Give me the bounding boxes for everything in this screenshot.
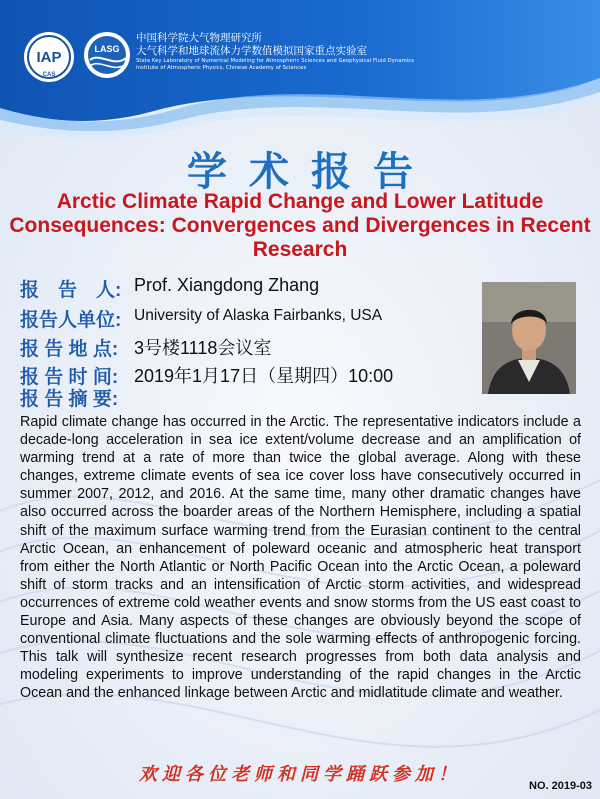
- report-number: NO. 2019-03: [529, 780, 592, 792]
- speaker-label: 报 告 人:: [20, 280, 122, 301]
- lasg-logo-text: LASG: [94, 44, 120, 54]
- affiliation-value: University of Alaska Fairbanks, USA: [134, 307, 383, 324]
- org-name-en-2: Institute of Atmospheric Physics, Chinese Academy of Sciences: [136, 65, 307, 71]
- speaker-value: Prof. Xiangdong Zhang: [134, 275, 320, 295]
- talk-title: Arctic Climate Rapid Change and Lower Latitude Consequences: Convergences and Divergences in Recent Research: [9, 190, 591, 261]
- organization-block: [136, 32, 414, 72]
- cas-logo-text: CAS: [42, 72, 56, 78]
- time-value: 2019年1月17日（星期四）10:00: [134, 366, 394, 386]
- org-name-en-1: State Key Laboratory of Numerical Modeling for Atmospheric Sciences and Geophysical Fluid Dynamics: [136, 58, 415, 64]
- lasg-logo: [82, 30, 132, 80]
- abstract-label: 报 告 摘 要:: [20, 389, 119, 410]
- welcome-message: 欢迎各位老师和同学踊跃参加！: [139, 764, 461, 785]
- iap-logo: [22, 30, 76, 84]
- abstract-text: Rapid climate change has occurred in the Arctic. The representative indicators include a decade-long acceleration in sea ice extent/volume decrease and an amplification of warming trend at a rate of more than twice the global average. Along with these changes, extreme climate events of sea ice cover loss have consecutively occurred in summer 2007, 2012, and 2016. At the same time, many other dramatic changes have also occurred across the boarder areas of the Northern Hemisphere, including a spatial shift of the maximum surface warming trend from the Eurasian continent to the central Arctic Ocean, an enhancement of poleward oceanic and atmospheric heat transport from either the North Atlantic or North Pacific Ocean into the Arctic Ocean, a poleward shift of storm tracks and an intensification of Arctic storm activities, and widespread occurrences of extreme cold weather events and snow storms from the US east coast to Europe and Asia. Many aspects of these changes are obviously beyond the scope of conventional climate fluctuations and the sole warming effects of anthropogenic forcing. This talk will synthesize recent research progresses from both data analysis and modeling experiments to improve understanding of the rapid changes in the Arctic Ocean and the enhanced linkage between Arctic and midlatitude climate and weather.: [20, 414, 581, 702]
- org-name-cn-2: 大气科学和地球流体力学数值模拟国家重点实验室: [136, 45, 367, 57]
- location-value: 3号楼1118会议室: [134, 338, 272, 358]
- page-heading: 学术报告: [187, 148, 435, 195]
- time-label: 报 告 时 间:: [20, 367, 119, 388]
- org-name-cn-1: 中国科学院大气物理研究所: [136, 32, 262, 44]
- location-label: 报 告 地 点:: [20, 339, 119, 360]
- affiliation-label: 报告人单位:: [20, 310, 122, 331]
- speaker-photo: [482, 282, 576, 394]
- iap-logo-text: IAP: [36, 49, 62, 66]
